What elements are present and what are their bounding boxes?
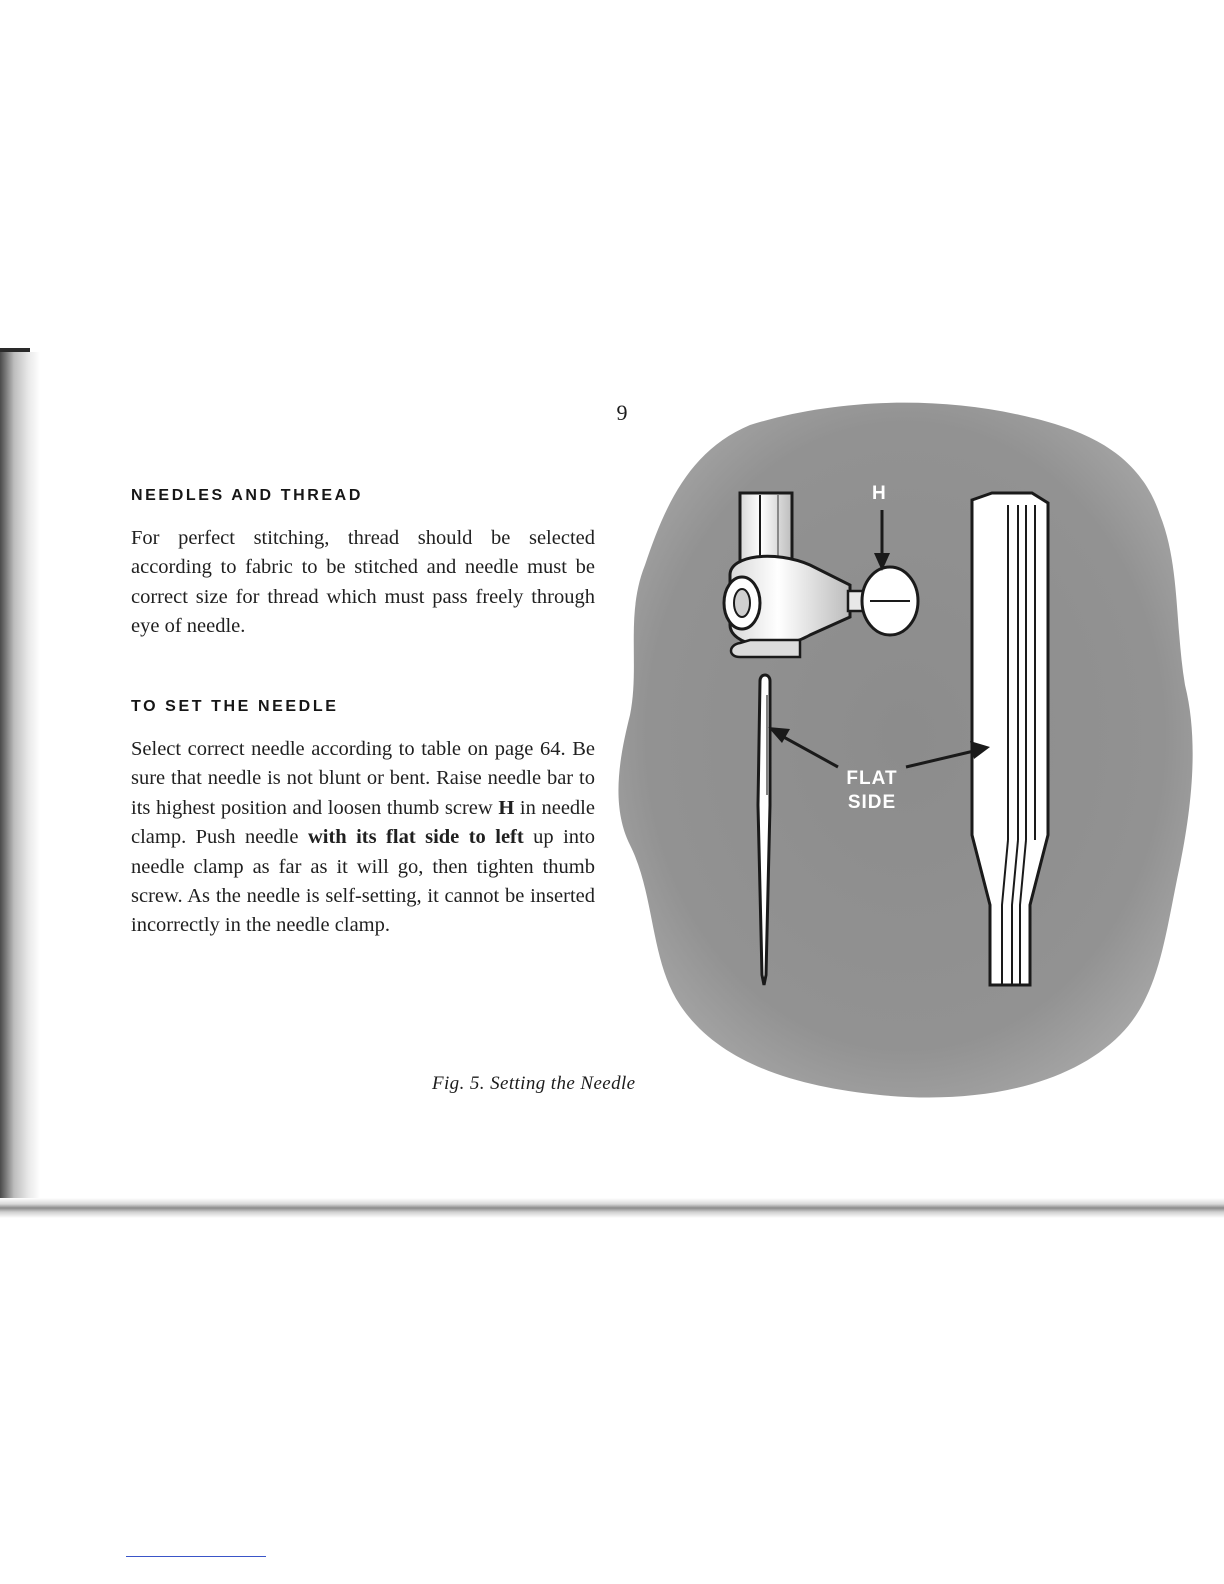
- label-flat-line2: SIDE: [847, 792, 897, 813]
- footer-rule: [126, 1556, 266, 1557]
- page-bottom-edge: [0, 1198, 1224, 1218]
- figure-caption: Fig. 5. Setting the Needle: [432, 1073, 636, 1094]
- thumb-screw-h: [862, 567, 918, 635]
- label-flat-side: [842, 767, 902, 815]
- section-heading-needles-and-thread: NEEDLES AND THREAD: [131, 487, 363, 504]
- thumb-screw-label: H: [498, 796, 515, 819]
- instruction-text-part-2: in needle clamp. Push needle: [131, 796, 595, 849]
- page-number: 9: [616, 400, 628, 425]
- label-flat-line1: FLAT: [846, 768, 898, 789]
- instruction-text-part-1: Select correct needle according to table on page 64. Be sure that needle is not blunt or bent. Raise needle bar to its highest position and loosen thumb screw: [131, 738, 595, 819]
- needle-illustration: [600, 395, 1210, 1120]
- section-heading-set-the-needle: TO SET THE NEEDLE: [131, 698, 339, 715]
- figure-background-blob: [618, 403, 1192, 1098]
- instruction-text-part-3: up into needle clamp as far as it will go, then tighten thumb screw. As the needle is self-setting, it cannot be inserted incorrectly in the needle clamp.: [131, 826, 595, 937]
- section-text-needles-and-thread: For perfect stitching, thread should be selected according to fabric to be stitched and needle must be correct size for thread which must pass freely through eye of needle.: [131, 527, 595, 638]
- section-text-set-the-needle: [131, 735, 595, 941]
- small-needle: [758, 675, 770, 985]
- flat-side-emphasis: with its flat side to left: [307, 826, 524, 849]
- label-thumb-screw-h: H: [872, 483, 887, 504]
- needle-setting-figure: [600, 395, 1210, 1120]
